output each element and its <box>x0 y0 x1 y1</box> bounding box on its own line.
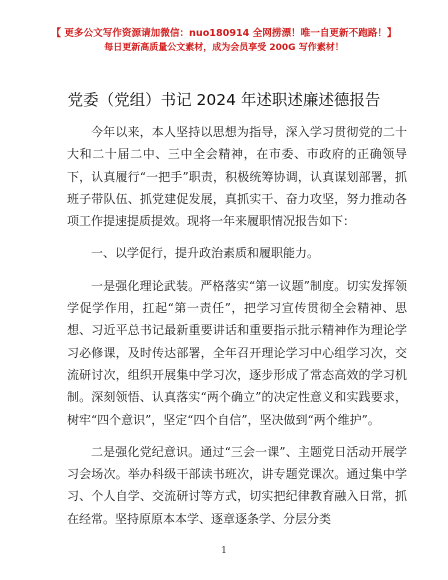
paragraph-discipline: 二是强化党纪意识。通过“三会一课”、主题党日活动开展学习会场次。举办科级干部读书班次，讲专题党课次。通过集中学习、个人自学、交流研讨等方式，切实把纪律教育融入日常，抓在经常。坚持原原本本学、逐章逐条学、分层分类 <box>67 444 407 526</box>
document-title: 党委（党组）书记 2024 年述职述廉述德报告 <box>67 91 381 109</box>
paragraph-theory: 一是强化理论武装。严格落实“第一议题”制度。切实发挥领学促学作用，扛起“第一责任”，把学习宣传贯彻全会精神、思想、习近平总书记最新重要讲话和重要指示批示精神作为理论学习必修课，及时传达部署，全年召开理论学习中心组学习次，交流研讨次，组织开展集中学习次，逐步形成了常态高效的学习机制。深刻领悟、认真落实“两个确立”的决定性意义和实践要求，树牢“四个意识”，坚定“四个自信”，坚决做到“两个维护”。 <box>67 278 407 427</box>
page-number: 1 <box>221 546 227 556</box>
document-body <box>67 121 407 530</box>
promo-banner-line2: 每日更新高质量公文素材，成为会员享受 200G 写作素材！ <box>104 43 344 53</box>
promo-banner-line1: 【 更多公文写作资源请加微信：nuo180914 全网捞漂！唯一自更新不跑路！】 <box>51 28 397 39</box>
section-heading: 一、以学促行，提升政治素质和履职能力。 <box>91 246 320 261</box>
paragraph-intro: 今年以来，本人坚持以思想为指导，深入学习贯彻党的二十大和二十届二中、三中全会精神，在市委、市政府的正确领导下，认真履行“一把手”职责，积极统筹协调，认真谋划部署，抓班子带队伍、抓党建促发展，真抓实干、奋力攻坚，努力推动各项工作提速提质提效。现将一年来履职情况报告如下： <box>67 125 407 229</box>
